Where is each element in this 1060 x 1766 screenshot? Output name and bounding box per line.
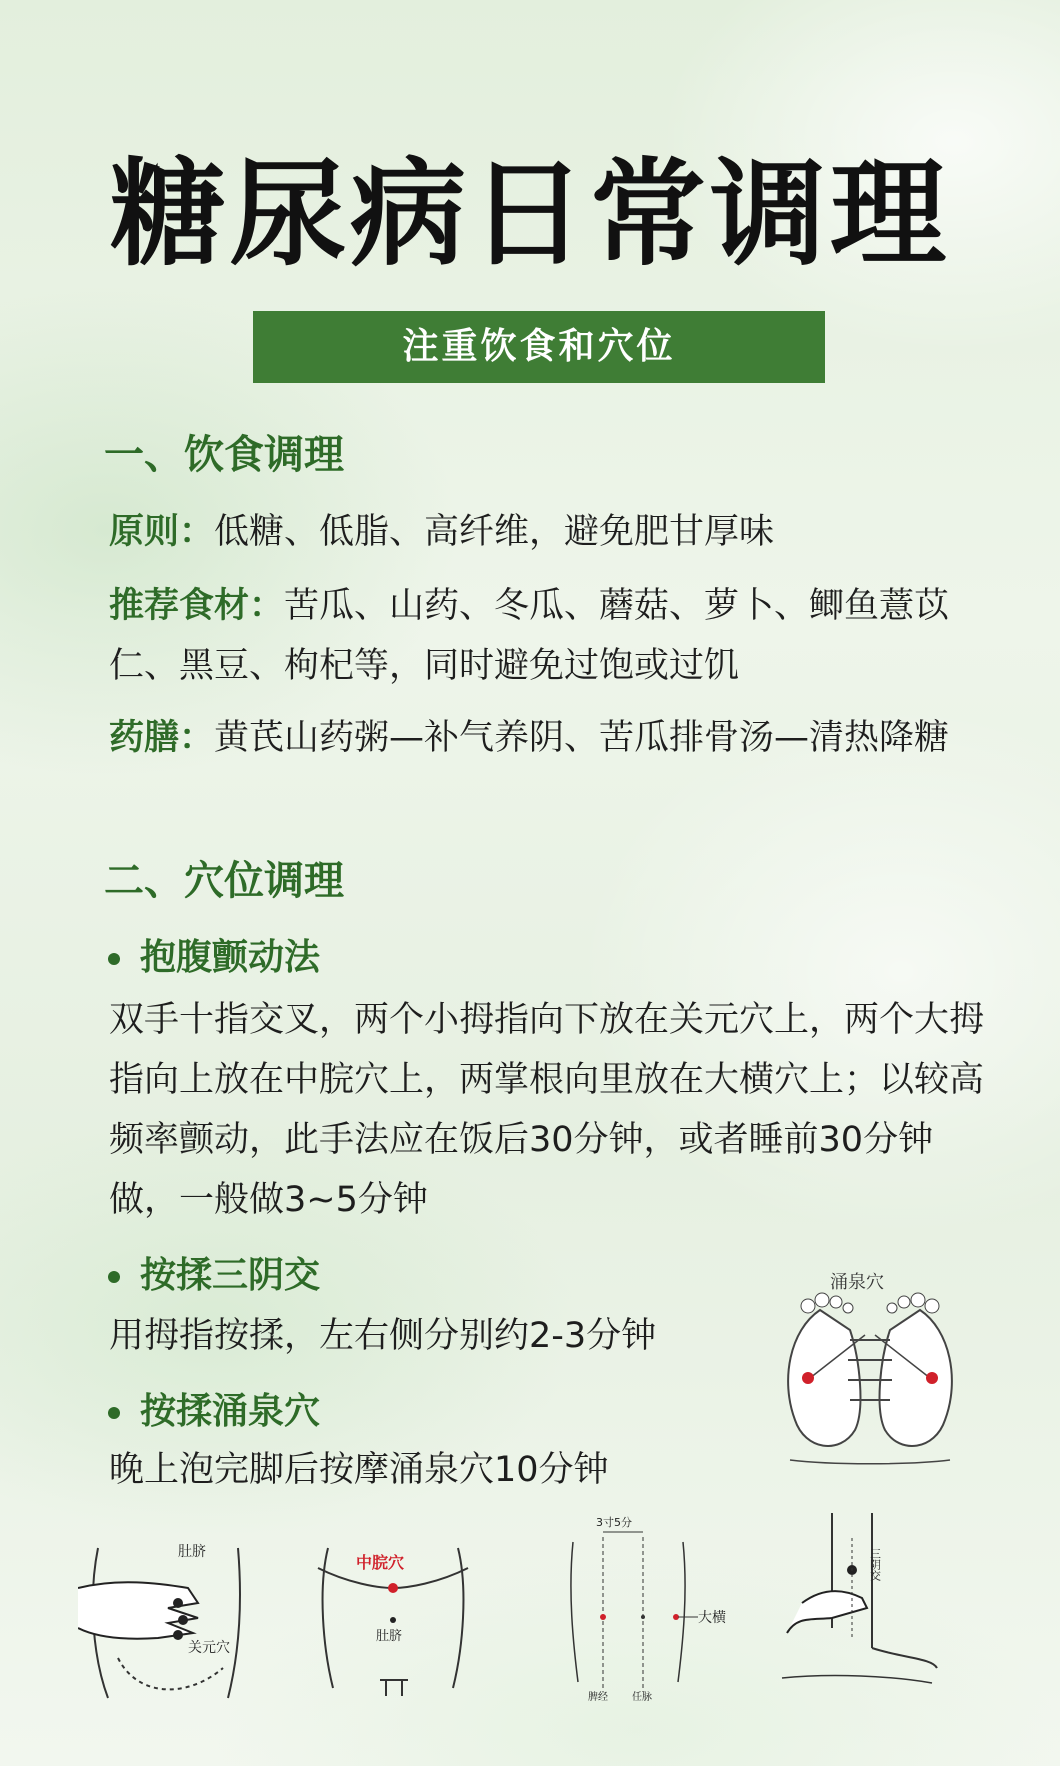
fig1-label-guanyuan: 关元穴 [188, 1640, 230, 1656]
section-heading-diet: 一、饮食调理 [104, 432, 344, 478]
bullet-dot [108, 953, 120, 965]
abdomen-hands-illustration [78, 1528, 258, 1708]
bullet-item-3 [108, 1388, 320, 1436]
bullet-item-1 [108, 934, 320, 982]
fig3-label-distance: 3寸5分 [596, 1516, 632, 1529]
bullet-dot [108, 1271, 120, 1283]
fig1-label-navel: 肚脐 [178, 1544, 206, 1560]
bullet-title: 按揉涌泉穴 [140, 1391, 321, 1432]
diet-text: 黄芪山药粥—补气养阴、苦瓜排骨汤—清热降糖 [214, 718, 950, 758]
fig3-label-pijing: 脾经 [588, 1692, 608, 1702]
diet-label: 药膳： [109, 718, 215, 758]
principle-text: 低糖、低脂、高纤维，避免肥甘厚味 [214, 512, 775, 552]
principle-paragraph [109, 502, 989, 562]
bullet-dot [108, 1407, 120, 1419]
foot-sole-illustration [770, 1270, 970, 1470]
bullet-title: 抱腹颤动法 [140, 937, 321, 978]
fig3-label-daheng: 大横 [698, 1610, 726, 1626]
section-heading-acupoints: 二、穴位调理 [104, 858, 344, 904]
foods-text: 苦瓜、山药、冬瓜、蘑菇、萝卜、鲫鱼薏苡仁、黑豆、枸杞等，同时避免过饱或过饥 [109, 586, 950, 686]
bullet-text-2: 用拇指按揉，左右侧分别约2-3分钟 [109, 1316, 657, 1356]
bullet-title: 按揉三阴交 [140, 1255, 321, 1296]
bullet-item-2 [108, 1252, 320, 1300]
bullet-text-3: 晚上泡完脚后按摩涌泉穴10分钟 [109, 1450, 609, 1490]
leg-sanyinjiao-illustration [772, 1508, 942, 1688]
foods-label: 推荐食材： [109, 586, 285, 626]
page-title: 糖尿病日常调理 [110, 147, 950, 282]
fig4-label-sanyinjiao: 三阴交 [868, 1548, 882, 1581]
foot-label: 涌泉穴 [830, 1272, 884, 1293]
diet-paragraph [109, 708, 989, 768]
principle-label: 原则： [109, 512, 215, 552]
subtitle-banner: 注重饮食和穴位 [253, 311, 825, 383]
bullet-text-1: 双手十指交叉，两个小拇指向下放在关元穴上，两个大拇指向上放在中脘穴上，两掌根向里放在大横穴上；以较高频率颤动，此手法应在饭后30分钟，或者睡前30分钟做，一般做3~5分钟 [109, 1000, 985, 1220]
fig3-label-renmai: 任脉 [632, 1692, 652, 1702]
foods-paragraph [109, 576, 989, 696]
fig2-label-zhongwan: 中脘穴 [356, 1553, 405, 1572]
fig2-label-navel: 肚脐 [376, 1629, 403, 1644]
abdomen-daheng-illustration [558, 1512, 728, 1702]
torso-zhongwan-illustration [308, 1528, 478, 1708]
